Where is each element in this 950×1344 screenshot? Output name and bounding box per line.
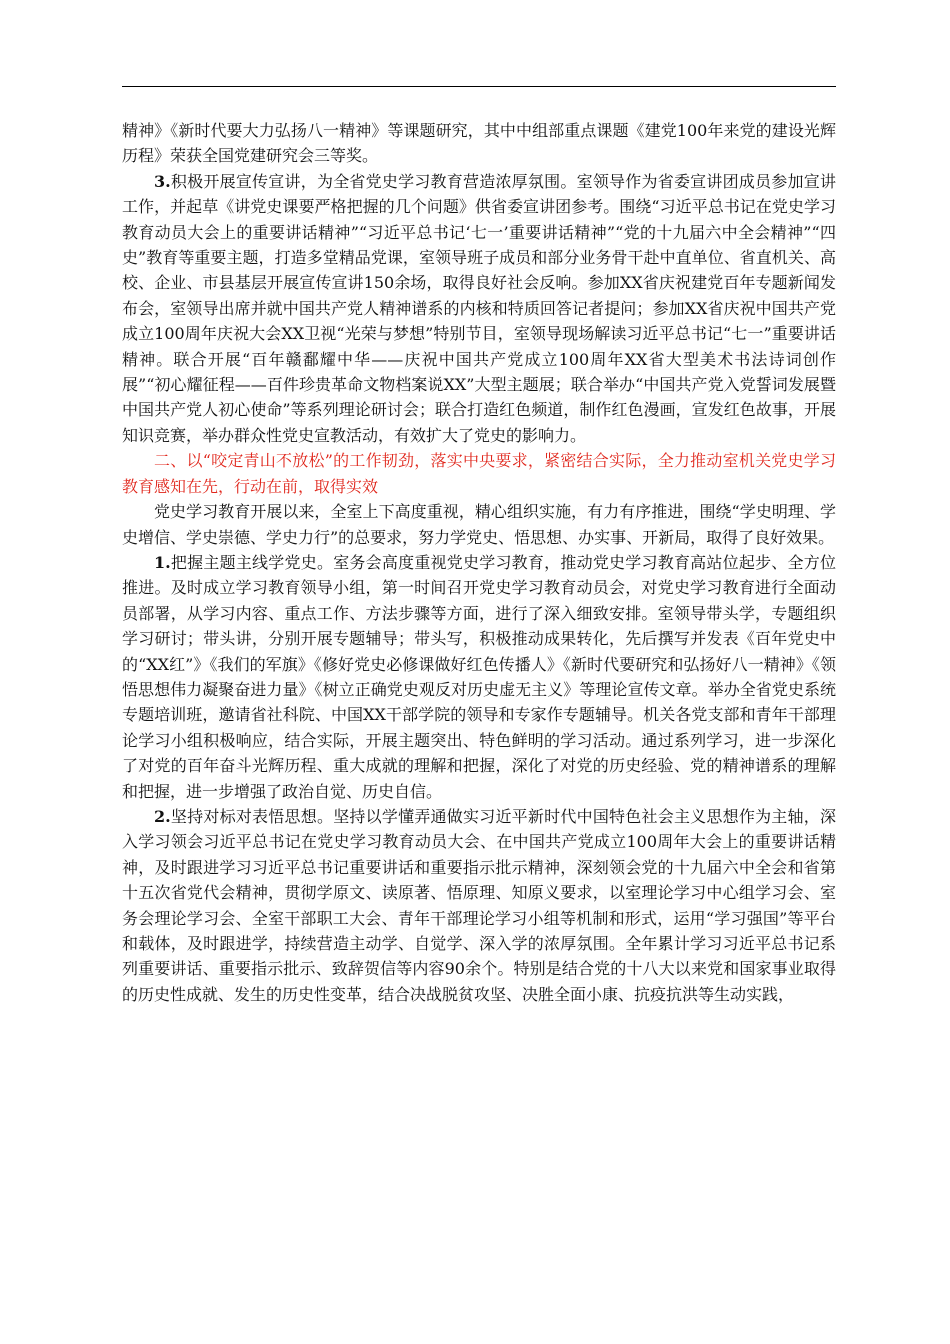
paragraph-3: 3.积极开展宣传宣讲，为全省党史学习教育营造浓厚氛围。室领导作为省委宣讲团成员参加宣讲工作，并起草《讲党史课要严格把握的几个问题》供省委宣讲团参考。围绕“习近平总书记在党史学习教育动员大会上的重要讲话精神”“习近平总书记‘七一’重要讲话精神”“党的十九届六中全会精神”“四史”教育等重要主题，打造多堂精品党课，室领导班子成员和部分业务骨干赴中直单位、省直机关、高校、企业、市县基层开展宣传宣讲150余场，取得良好社会反响。参加XX省庆祝建党百年专题新闻发布会，室领导出席并就中国共产党人精神谱系的内核和特质回答记者提问；参加XX省庆祝中国共产党成立100周年庆祝大会XX卫视“光荣与梦想”特别节目，室领导现场解读习近平总书记“七一”重要讲话精神。联合开展“百年赣鄱耀中华——庆祝中国共产党成立100周年XX省大型美术书法诗词创作展”“初心耀征程——百件珍贵革命文物档案说XX”大型主题展；联合举办“中国共产党入党誓词发展暨中国共产党人初心使命”等系列理论研讨会；联合打造红色频道，制作红色漫画，宣发红色故事，开展知识竞赛，举办群众性党史宣教活动，有效扩大了党史的影响力。 (122, 171, 836, 445)
paragraph-2: 2.坚持对标对表悟思想。坚持以学懂弄通做实习近平新时代中国特色社会主义思想作为主轴，深入学习领会习近平总书记在党史学习教育动员大会、在中国共产党成立100周年大会上的重要讲话精神，及时跟进学习习近平总书记重要讲话和重要指示批示精神，深刻领会党的十九届六中全会和省第十五次省党代会精神，贯彻学原文、读原著、悟原理、知原义要求，以室理论学习中心组学习会、室务会理论学习会、全室干部职工大会、青年干部理论学习小组等机制和形式，运用“学习强国”等平台和载体，及时跟进学，持续营造主动学、自觉学、深入学的浓厚氛围。全年累计学习习近平总书记系列重要讲话、重要指示批示、致辞贺信等内容90余个。特别是结合党的十八大以来党和国家事业取得的历史性成就、发生的历史性变革，结合决战脱贫攻坚、决胜全面小康、抗疫抗洪等生动实践， (122, 806, 836, 1004)
header-rule (122, 86, 836, 87)
section-intro-paragraph: 党史学习教育开展以来，全室上下高度重视，精心组织实施，有力有序推进，围绕“学史明理、学史增信、学史崇德、学史力行”的总要求，努力学党史、悟思想、办实事、开新局，取得了良好效果。 (122, 502, 836, 547)
paragraph-1: 1.把握主题主线学党史。室务会高度重视党史学习教育，推动党史学习教育高站位起步、全方位推进。及时成立学习教育领导小组，第一时间召开党史学习教育动员会，对党史学习教育进行全面动员部署，从学习内容、重点工作、方法步骤等方面，进行了深入细致安排。室领导带头学，专题组织学习研讨；带头讲，分别开展专题辅导；带头写，积极推动成果转化，先后撰写并发表《百年党史中的“XX红”》《我们的军旗》《修好党史必修课做好红色传播人》《新时代要研究和弘扬好八一精神》《领悟思想伟力凝聚奋进力量》《树立正确党史观反对历史虚无主义》等理论宣传文章。举办全省党史系统专题培训班，邀请省社科院、中国XX干部学院的领导和专家作专题辅导。机关各党支部和青年干部理论学习小组积极响应，结合实际，开展主题突出、特色鲜明的学习活动。通过系列学习，进一步深化了对党的百年奋斗光辉历程、重大成就的理解和把握，深化了对党的历史经验、党的精神谱系的理解和把握，进一步增强了政治自觉、历史自信。 (122, 552, 836, 801)
document-body (122, 118, 836, 1007)
paragraph-continuation: 精神》《新时代要大力弘扬八一精神》等课题研究，其中中组部重点课题《建党100年来党的建设光辉历程》荣获全国党建研究会三等奖。 (122, 121, 836, 166)
section-heading-2: 二、以“咬定青山不放松”的工作韧劲，落实中央要求，紧密结合实际，全力推动室机关党史学习教育感知在先，行动在前，取得实效 (122, 451, 836, 496)
